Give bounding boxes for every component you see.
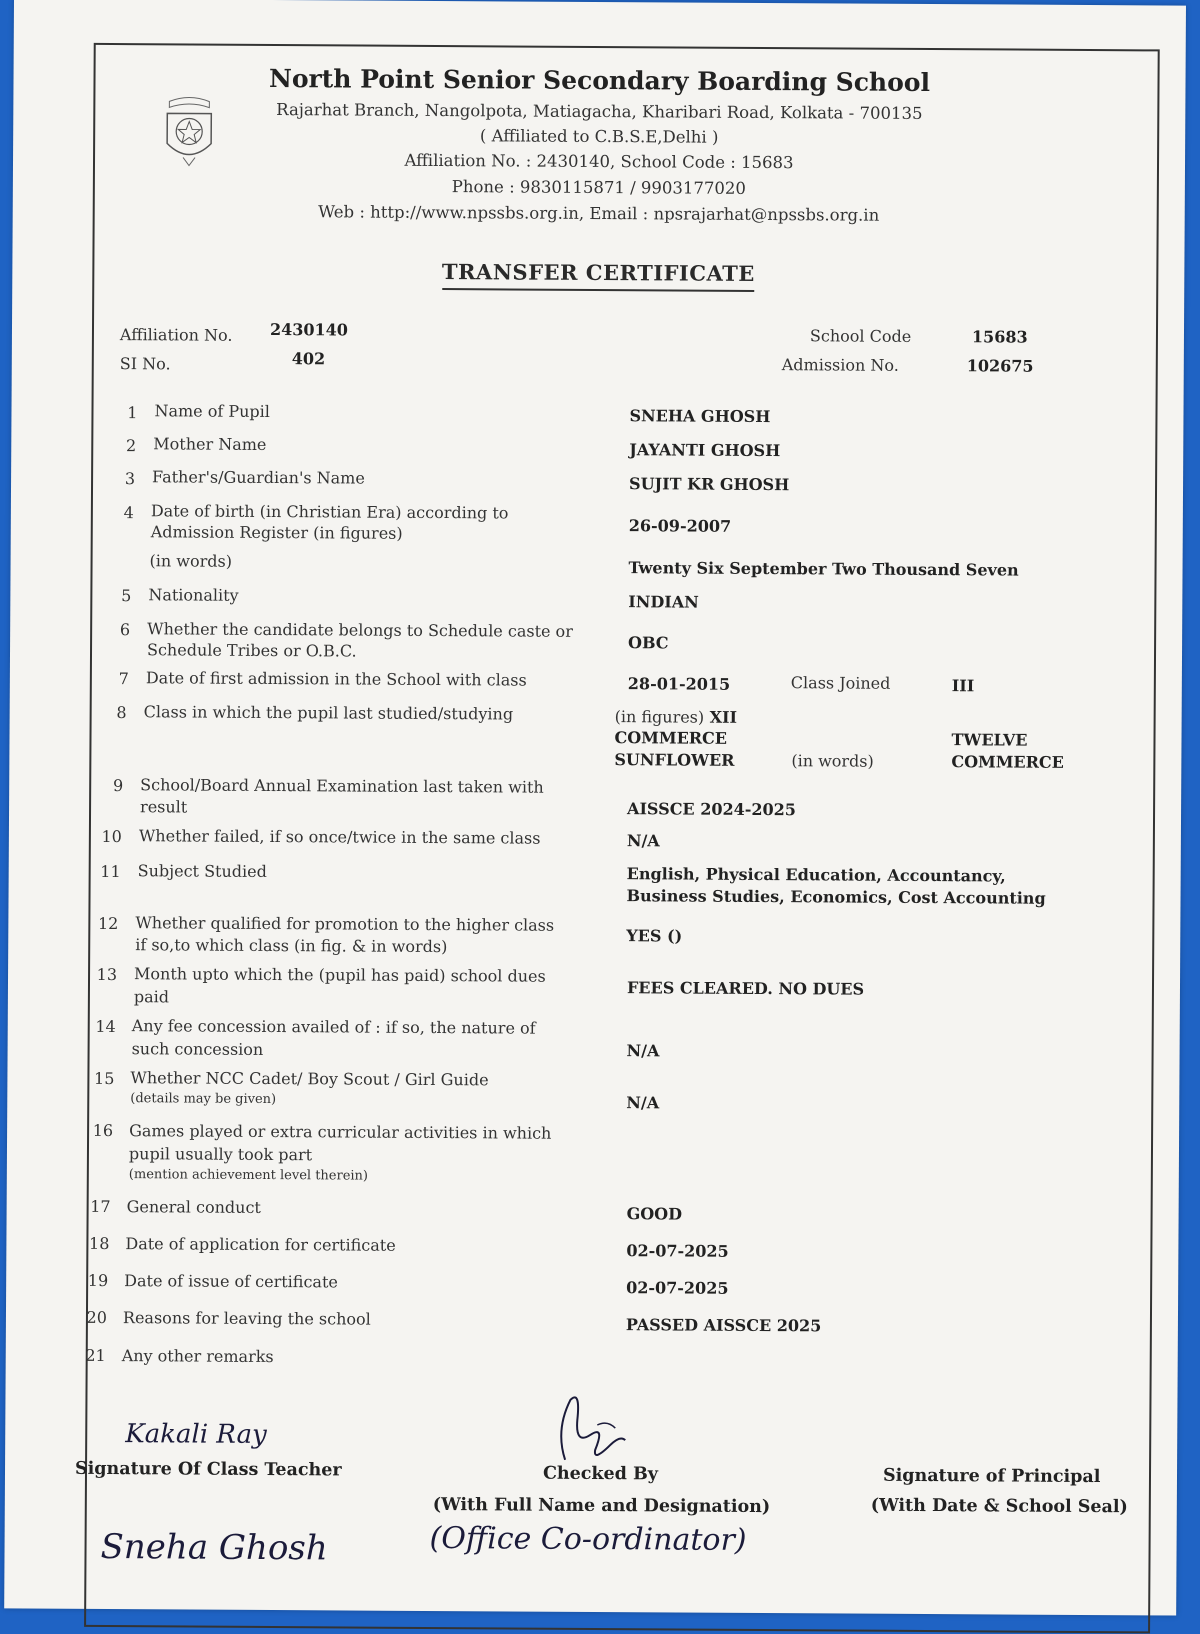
row-number: 18 (88, 1233, 110, 1254)
sl-no-label: SI No. (119, 354, 171, 374)
row-value: PASSED AISSCE 2025 (625, 1315, 822, 1336)
coordinator-handwritten-note: (Office Co-ordinator) (429, 1520, 747, 1558)
row-label-line2: (details may be given) (130, 1091, 277, 1108)
row-number: 3 (124, 469, 136, 489)
row-number: 16 (92, 1120, 114, 1141)
affiliation-no-label: Affiliation No. (119, 325, 233, 345)
principal-signature-label: Signature of Principal (882, 1465, 1101, 1488)
row-label: Date of birth (in Christian Era) according to (150, 501, 509, 523)
row-value: 26-09-2007 (628, 516, 732, 536)
in-figures-line3: SUNFLOWER (614, 750, 735, 770)
school-code-value: 15683 (971, 327, 1028, 347)
row-label: Date of application for certificate (125, 1234, 396, 1255)
row-label: Father's/Guardian's Name (152, 467, 365, 488)
in-figures-value: XII (709, 707, 738, 727)
row-value: English, Physical Education, Accountancy, (626, 864, 1006, 886)
admission-no-label: Admission No. (781, 355, 899, 375)
school-name: North Point Senior Secondary Boarding School (268, 63, 931, 98)
row-number: 17 (90, 1196, 111, 1217)
row-label: Any fee concession availed of : if so, the nature of (131, 1016, 536, 1038)
row-label: Date of first admission in the School with class (145, 668, 527, 690)
row-value: 02-07-2025 (626, 1241, 729, 1261)
class-teacher-handwritten-signature: Kakali Ray (125, 1419, 267, 1450)
school-address: Rajarhat Branch, Nangolpota, Matiagacha, Kharibari Road, Kolkata - 700135 (276, 100, 923, 123)
in-figures-label: (in figures) (614, 707, 705, 727)
in-words-line2: COMMERCE (951, 752, 1064, 772)
row-label-line2: Admission Register (in figures) (150, 522, 403, 543)
row-label: Whether the candidate belongs to Schedule caste or (147, 619, 573, 641)
row-value: INDIAN (628, 592, 699, 612)
checked-by-signature-scribble (535, 1390, 635, 1471)
affiliation-no-value: 2430140 (269, 319, 348, 340)
document-title: TRANSFER CERTIFICATE (12, 256, 1184, 288)
row-number: 5 (121, 586, 132, 606)
row-number: 4 (123, 503, 134, 523)
row-label-line2: result (140, 797, 188, 817)
row-label: Whether failed, if so once/twice in the same class (138, 826, 541, 848)
row-number: 9 (112, 776, 124, 796)
row-label: Class in which the pupil last studied/studying (143, 702, 514, 724)
row-label: Name of Pupil (154, 401, 271, 421)
row-label-line3: (mention achievement level therein) (128, 1167, 369, 1184)
row-label: Subject Studied (137, 861, 267, 881)
row-number: 1 (127, 403, 138, 423)
row-number: 19 (87, 1270, 109, 1291)
web-email-line: Web : http://www.npssbs.org.in, Email : npsrajarhat@npssbs.org.in (318, 202, 880, 225)
student-handwritten-signature: Sneha Ghosh (100, 1526, 328, 1569)
row-number: 2 (126, 436, 137, 456)
class-teacher-signature-label: Signature Of Class Teacher (74, 1458, 342, 1481)
row-label: Whether qualified for promotion to the higher class (135, 913, 555, 935)
sl-no-value: 402 (291, 349, 326, 369)
row-value: N/A (626, 1093, 660, 1113)
row-label-line2: paid (133, 987, 170, 1007)
in-words-label: (in words) (791, 751, 874, 771)
in-words-value: TWELVE (951, 730, 1028, 750)
row-label-line2: such concession (131, 1039, 264, 1059)
class-joined-label: Class Joined (790, 673, 891, 693)
row-label: Date of issue of certificate (124, 1271, 338, 1292)
class-joined-value: III (951, 676, 975, 696)
row-number: 6 (119, 620, 131, 640)
row-number: 20 (86, 1307, 108, 1328)
row-number: 11 (100, 861, 121, 882)
row-number: 7 (118, 669, 129, 689)
row-value: SNEHA GHOSH (629, 406, 771, 427)
row-label: Nationality (148, 585, 239, 605)
in-figures-line2: COMMERCE (614, 728, 728, 748)
row-label: Month upto which the (pupil has paid) school dues (133, 964, 546, 986)
affiliation-note: ( Affiliated to C.B.S.E,Delhi ) (479, 126, 719, 147)
row-value-words: Twenty Six September Two Thousand Seven (628, 558, 1019, 580)
row-value: N/A (626, 1041, 660, 1061)
row-value: GOOD (626, 1204, 683, 1224)
row-label-line3: (in words) (149, 551, 233, 571)
row-value: FEES CLEARED. NO DUES (626, 978, 865, 999)
checked-by-label: Checked By (542, 1463, 659, 1485)
row-value: JAYANTI GHOSH (629, 440, 781, 461)
row-label: Mother Name (153, 434, 267, 454)
row-label: Any other remarks (121, 1346, 274, 1367)
full-name-designation-label: (With Full Name and Designation) (432, 1495, 771, 1518)
row-value: 28-01-2015 (627, 674, 731, 694)
row-number: 8 (116, 703, 127, 723)
row-label: General conduct (126, 1197, 261, 1217)
phone-line: Phone : 9830115871 / 9903177020 (451, 177, 746, 198)
row-label-line2: Schedule Tribes or O.B.C. (146, 640, 357, 661)
row-value-line2: Business Studies, Economics, Cost Accounting (626, 886, 1046, 908)
row-label: Games played or extra curricular activities in which (129, 1121, 552, 1143)
row-number: 13 (96, 964, 118, 985)
row-label-line2: pupil usually took part (128, 1144, 313, 1165)
row-value: N/A (626, 831, 660, 851)
row-label: Reasons for leaving the school (122, 1308, 371, 1329)
row-value: OBC (628, 633, 669, 653)
row-label: School/Board Annual Examination last taken with (140, 775, 544, 797)
admission-no-value: 102675 (966, 356, 1034, 376)
row-label: Whether NCC Cadet/ Boy Scout / Girl Guide (130, 1068, 489, 1090)
certificate-paper (4, 0, 1186, 1616)
row-number: 10 (101, 826, 122, 847)
row-value: SUJIT KR GHOSH (629, 474, 790, 495)
row-number: 14 (95, 1016, 116, 1037)
affiliation-line: Affiliation No. : 2430140, School Code : 15683 (404, 150, 794, 173)
principal-seal-note: (With Date & School Seal) (870, 1495, 1128, 1518)
row-value: 02-07-2025 (626, 1278, 729, 1298)
row-number: 21 (85, 1345, 106, 1366)
row-number: 12 (97, 913, 119, 934)
row-value: AISSCE 2024-2025 (627, 799, 796, 820)
row-number: 15 (93, 1068, 115, 1089)
row-label-line2: if so,to which class (in fig. & in words) (135, 935, 448, 957)
row-value: YES () (626, 926, 683, 946)
school-code-label: School Code (809, 326, 912, 346)
